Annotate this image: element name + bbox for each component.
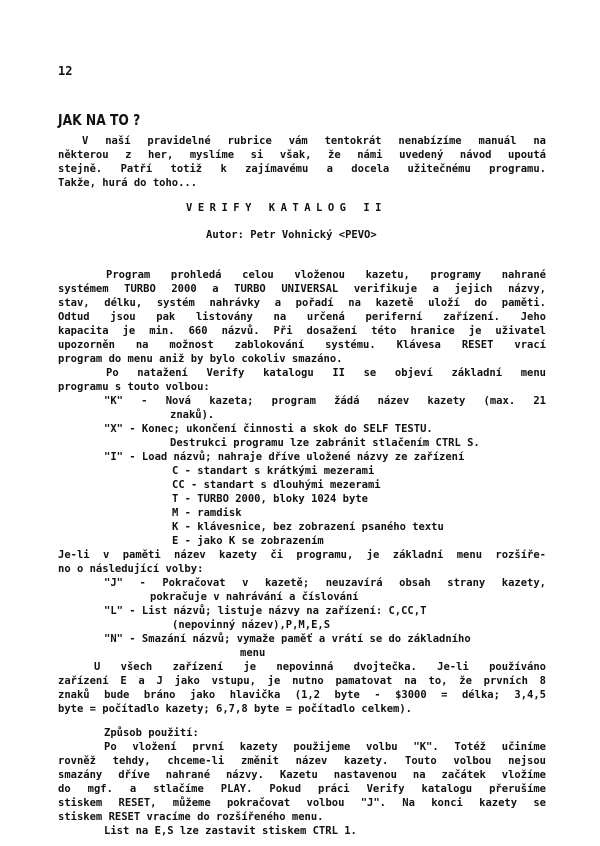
menu-option-l: "L" - List názvů; listuje názvy na zařízení: C,CC,T: [104, 605, 427, 617]
body-line: Po vložení první kazety použijeme volbu "K". Totéž učiníme: [104, 741, 546, 753]
device-option: E - jako K se zobrazením: [172, 535, 324, 547]
body-line: stiskem RESET, můžeme pokračovat volbou "J". Na konci kazety se: [58, 797, 546, 809]
body-line: Destrukci programu lze zabránit stlačením CTRL S.: [170, 437, 480, 449]
device-option: C - standart s krátkými mezerami: [172, 465, 375, 477]
article-author: Autor: Petr Vohnický <PEVO>: [206, 229, 377, 241]
body-line: List na E,S lze zastavit stiskem CTRL 1.: [104, 825, 357, 837]
body-line: rovněž tehdy, chceme-li změnit název kazety. Touto volbou nejsou: [58, 755, 546, 767]
intro-line: Takže, hurá do toho...: [58, 177, 198, 189]
body-line: stiskem RESET vracíme do rozšířeného menu.: [58, 811, 324, 823]
body-line: no o následující volby:: [58, 563, 204, 575]
body-line: Program prohledá celou vloženou kazetu, programy nahrané: [106, 269, 546, 281]
body-line: zařízení E a J jako vstupu, je nutno pamatovat na to, že prvních 8: [58, 675, 546, 687]
body-line: menu: [240, 647, 266, 659]
article-title: VERIFY KATALOG II: [186, 202, 387, 214]
body-line: (nepovinný název),P,M,E,S: [172, 619, 331, 631]
body-line: znaků bude bráno jako hlavička (1,2 byte - $3000 = délka; 3,4,5: [58, 689, 546, 701]
intro-line: stejně. Patří totiž k zajímavému a docela užitečnému programu.: [58, 163, 546, 175]
device-option: K - klávesnice, bez zobrazení psaného textu: [172, 521, 444, 533]
body-line: program do menu aniž by bylo cokoliv smazáno.: [58, 353, 343, 365]
device-option: M - ramdisk: [172, 507, 242, 519]
usage-heading: Způsob použití:: [104, 727, 199, 739]
menu-option-j: "J" - Pokračovat v kazetě; neuzavírá obsah strany kazety,: [104, 577, 546, 589]
body-line: pokračuje v nahrávání a číslování: [150, 591, 359, 603]
intro-line: V naší pravidelné rubrice vám tentokrát nenabízíme manuál na: [82, 135, 546, 147]
body-line: programu s touto volbou:: [58, 381, 210, 393]
body-line: Odtud jsou pak listovány na určená periferní zařízení. Jeho: [58, 311, 546, 323]
menu-option-k: "K" - Nová kazeta; program žádá název kazety (max. 21: [104, 395, 546, 407]
page-number: 12: [58, 64, 73, 78]
body-line: byte = počítadlo kazety; 6,7,8 byte = počítadlo celkem).: [58, 703, 413, 715]
body-line: U všech zařízení je nepovinná dvojtečka. Je-li používáno: [94, 661, 546, 673]
body-line: znaků).: [170, 409, 215, 421]
intro-line: některou z her, myslíme si však, že námi uvedený návod upoutá: [58, 149, 546, 161]
menu-option-i: "I" - Load názvů; nahraje dříve uložené názvy ze zařízení: [104, 451, 465, 463]
menu-option-x: "X" - Konec; ukončení činnosti a skok do SELF TESTU.: [104, 423, 433, 435]
body-line: Po natažení Verify katalogu II se objeví základní menu: [106, 367, 546, 379]
body-line: kapacita je min. 660 názvů. Při dosažení této hranice je uživatel: [58, 325, 546, 337]
body-line: upozorněn na možnost zablokování systému. Klávesa RESET vrací: [58, 339, 546, 351]
menu-option-n: "N" - Smazání názvů; vymaže paměť a vrátí se do základního: [104, 633, 471, 645]
body-line: do mgf. a stlačíme PLAY. Pokud práci Verify katalogu přerušíme: [58, 783, 546, 795]
section-heading: JAK NA TO ?: [58, 111, 141, 129]
body-line: systémem TURBO 2000 a TURBO UNIVERSAL verifikuje a jejich názvy,: [58, 283, 546, 295]
device-option: T - TURBO 2000, bloky 1024 byte: [172, 493, 368, 505]
body-line: smazány dříve nahrané názvy. Kazetu nastavenou na začátek vložíme: [58, 769, 546, 781]
body-line: Je-li v paměti název kazety či programu, je základní menu rozšíře-: [58, 549, 546, 561]
device-option: CC - standart s dlouhými mezerami: [172, 479, 381, 491]
body-line: stav, délku, systém nahrávky a pořadí na kazetě uloží do paměti.: [58, 297, 546, 309]
